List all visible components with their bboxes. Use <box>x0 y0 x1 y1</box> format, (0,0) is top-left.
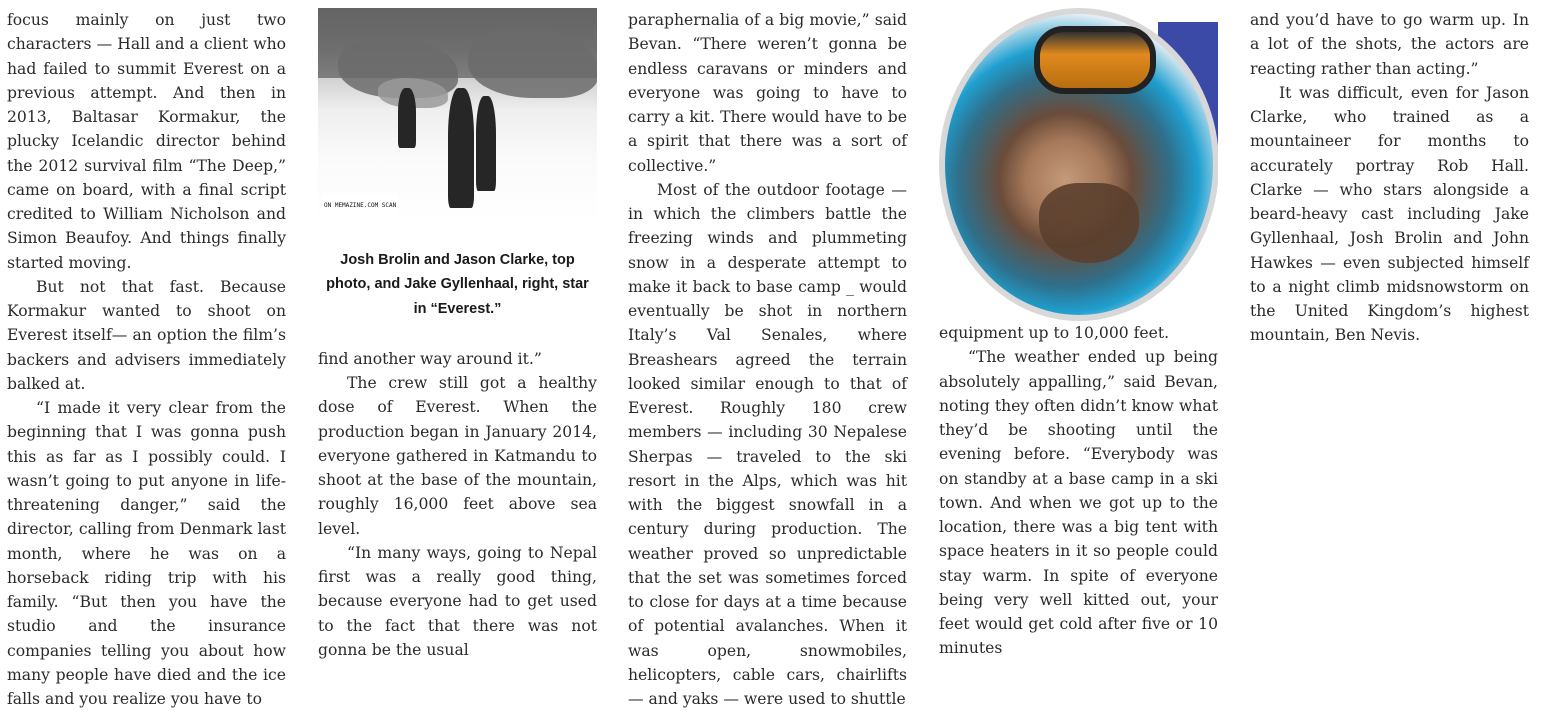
photo-credit: ON MEMAZINE.COM SCAN <box>322 194 398 218</box>
paragraph: The crew still got a healthy dose of Everest. When the production began in January 2014, everyone gathered in Katmandu to shoot at the base of the mountain, roughly 16,000 feet above sea level. <box>318 374 597 538</box>
article-column-3 <box>628 8 907 711</box>
article-column-1 <box>7 8 286 711</box>
paragraph: “In many ways, going to Nepal first was a really good thing, because everyone had to get used to the fact that there was not gonna be the usual <box>318 543 597 659</box>
paragraph: equipment up to 10,000 feet. <box>939 324 1170 342</box>
paragraph: focus mainly on just two characters — Hall and a client who had failed to summit Everest on a previous attempt. And then in 2013, Baltasar Kormakur, the plucky Icelandic director behind the 2012 survival film “The Deep,” came on board, with a final script credited to William Nicholson and Simon Beaufoy. And things finally started moving. <box>7 11 286 272</box>
paragraph: It was difficult, even for Jason Clarke, who trained as a mountaineer for months to accurately portray Rob Hall. Clarke — who stars alongside a beard-heavy cast including Jake Gyllenhaal, Josh Brolin and John Hawkes — even subjected himself to a night climb midsnowstorm on the United Kingdom’s highest mountain, Ben Nevis. <box>1250 83 1529 345</box>
paragraph: and you’d have to go warm up. In a lot of the shots, the actors are reacting rather than acting.” <box>1250 11 1529 78</box>
paragraph: paraphernalia of a big movie,” said Bevan. “There weren’t gonna be endless caravans or minders and everyone was going to have to carry a kit. There would have to be a spirit that there was a sort of collective.” <box>628 11 907 175</box>
paragraph: find another way around it.” <box>318 349 542 368</box>
article-column-5 <box>1250 8 1529 348</box>
everest-climbers-photo <box>318 8 597 222</box>
photo-caption: Josh Brolin and Jason Clarke, top photo, and Jake Gyllenhaal, right, star in “Everest.” <box>326 252 589 317</box>
paragraph: “The weather ended up being absolutely appalling,” said Bevan, noting they often didn’t know what they’d be shooting until the evening before. “Everybody was on standby at a base camp in a ski town. And when we got up to the location, there was a big tent with space heaters in it so people could stay warm. In spite of everyone being very well kitted out, your feet would get cold after five or 10 minutes <box>939 348 1218 658</box>
article-column-2 <box>318 8 597 662</box>
paragraph: But not that fast. Because Kormakur wanted to shoot on Everest itself— an option the film’s backers and advisers immediately balked at. <box>7 277 286 393</box>
paragraph: Most of the outdoor footage —in which the climbers battle the freezing winds and plummeting snow in a desperate attempt to make it back to base camp _ would eventually be shot in northern Italy’s Val Senales, where Breashears agreed the terrain looked similar enough to that of Everest. Roughly 180 crew members — including 30 Nepalese Sherpas — traveled to the ski resort in the Alps, which was hit with the biggest snowfall in a century during production. The weather proved so unpredictable that the set was sometimes forced to close for days at a time because of potential avalanches. When it was open, snowmobiles, helicopters, cable cars, chairlifts — and yaks — were used to shuttle <box>628 180 907 708</box>
jake-gyllenhaal-photo <box>939 8 1218 321</box>
article-column-4 <box>939 8 1218 661</box>
paragraph: “I made it very clear from the beginning that I was gonna push this as far as I possibly could. I wasn’t going to put anyone in life-threatening danger,” said the director, calling from Denmark last month, where he was on a horseback riding trip with his family. “But then you have the studio and the insurance companies telling you about how many people have died and the ice falls and you realize you have to <box>7 399 286 708</box>
